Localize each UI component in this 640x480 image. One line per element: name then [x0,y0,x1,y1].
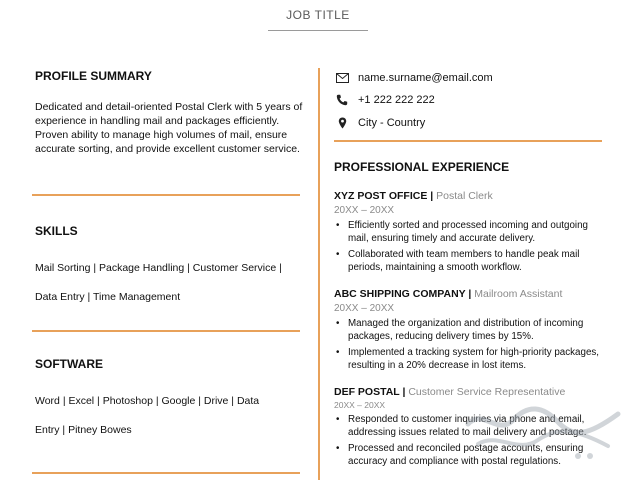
profile-summary-text: Dedicated and detail-oriented Postal Clerk with 5 years of experience in handling mail and packages efficiently. Proven ability to manage high volumes of mail, ensure accurate sorting, and provide excellent customer service. [35,101,303,155]
role-separator: | [465,288,475,300]
role-separator: | [427,190,437,202]
location-pin-icon [334,117,350,129]
section-divider [32,330,300,332]
bullet-item: • Managed the organization and distribution of incoming packages, reducing delivery times by 15%. [334,317,606,343]
experience-heading: PROFESSIONAL EXPERIENCE [334,160,510,174]
job-title: JOB TITLE [286,8,350,22]
bullet-item: • Responded to customer inquiries via phone and email, addressing issues related to mail delivery and postage. [334,413,604,439]
skills-line-2: Data Entry | Time Management [35,291,181,303]
contact-phone [334,94,435,106]
role-separator: | [399,386,409,398]
column-divider [318,68,320,480]
software-line-1: Word | Excel | Photoshop | Google | Drive | Data [35,395,260,407]
bullet-item: • Implemented a tracking system for high-priority packages, resulting in a 20% decrease in lost items. [334,346,606,372]
profile-summary-heading: PROFILE SUMMARY [35,69,152,83]
software-line-2: Entry | Pitney Bowes [35,424,132,436]
watermark-logo [458,396,628,466]
skills-heading: SKILLS [35,224,78,238]
company-name: ABC SHIPPING COMPANY [334,288,466,300]
location-text: City - Country [358,117,426,129]
position-title: Customer Service Representative [408,386,566,398]
mail-icon [334,73,350,83]
phone-icon [334,94,350,106]
email-text[interactable]: name.surname@email.com [358,72,493,84]
company-name: DEF POSTAL [334,386,400,398]
job-entry-1-title [334,190,493,202]
position-title: Mailroom Assistant [474,288,563,300]
job-dates: 20XX – 20XX [334,205,395,216]
job-dates: 20XX – 20XX [334,303,395,314]
position-title: Postal Clerk [436,190,493,202]
software-heading: SOFTWARE [35,357,103,371]
job-dates: 20XX – 20XX [334,400,386,410]
phone-text: +1 222 222 222 [358,94,435,106]
contact-location [334,117,425,129]
section-divider [32,194,300,196]
bullet-item: • Efficiently sorted and processed incoming and outgoing mail, ensuring timely and accurate delivery. [334,219,604,245]
job-entry-2-title [334,288,562,300]
company-name: XYZ POST OFFICE [334,190,428,202]
job-bullets [334,317,606,375]
contact-email [334,72,493,84]
bullet-item: • Collaborated with team members to handle peak mail periods, maintaining a smooth workflow. [334,248,604,274]
section-divider [32,472,300,474]
section-divider [334,140,602,142]
job-title-underline [268,30,368,31]
job-bullets [334,219,604,277]
skills-line-1: Mail Sorting | Package Handling | Customer Service | [35,262,282,274]
bullet-item: • Processed and reconciled postage accounts, ensuring accuracy and compliance with postal regulations. [334,442,604,468]
